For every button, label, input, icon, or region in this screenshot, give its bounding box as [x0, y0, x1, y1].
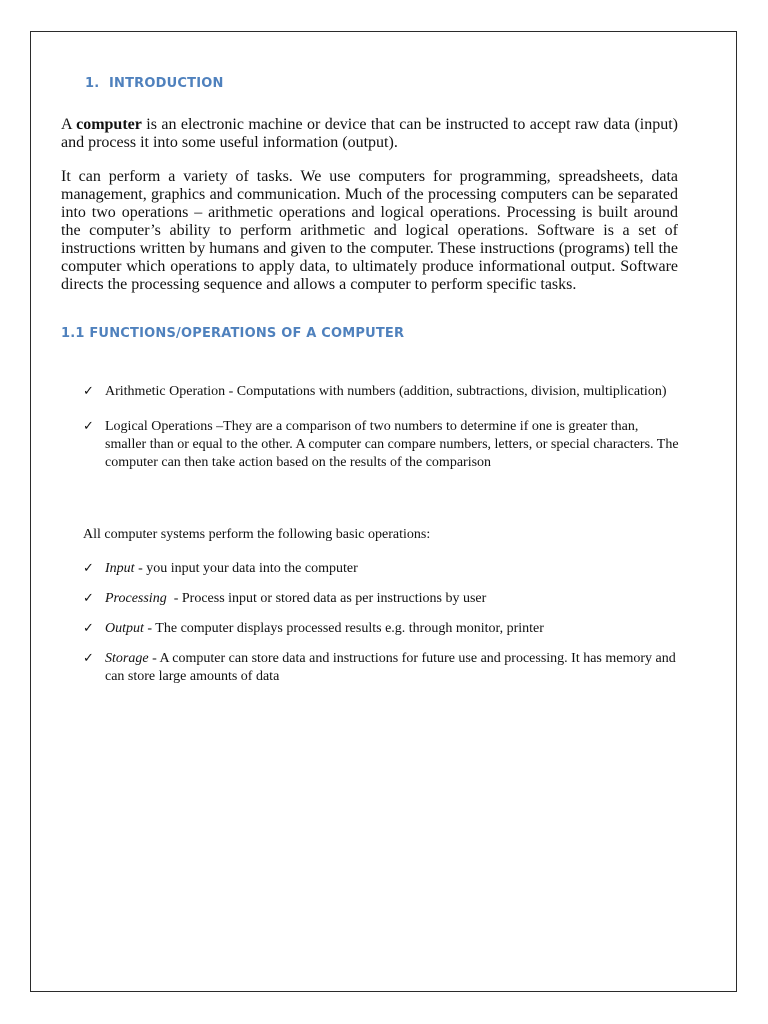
operation-text: Arithmetic Operation - Computations with numbers (addition, subtractions, division, multiplication) — [105, 384, 667, 399]
basic-operations-intro: All computer systems perform the following basic operations: — [83, 527, 431, 542]
list-item — [83, 590, 683, 608]
term-description: - The computer displays processed results e.g. through monitor, printer — [143, 621, 544, 636]
term-computer: computer — [76, 116, 142, 133]
term-description: - you input your data into the computer — [134, 561, 358, 576]
checkmark-icon: ✓ — [83, 384, 94, 399]
intro-paragraph-2: It can perform a variety of tasks. We use computers for programming, spreadsheets, data management, graphics and communication. Much of the processing computers can be separated into two operations – arithmetic operations and logical operations. Processing is built around the computer’s ability to perform arithmetic and logical operations. Software is a set of instructions written by humans and given to the computer. These instructions (programs) tell the computer which operations to apply data, to ultimately produce informational output. Software directs the processing sequence and allows a computer to perform specific tasks. — [61, 168, 678, 293]
term-description: - A computer can store data and instructions for future use and processing. It has memory and can store large amounts of data — [105, 651, 676, 684]
checkmark-icon: ✓ — [83, 561, 94, 576]
operations-list — [83, 383, 683, 472]
term-storage: Storage — [105, 651, 149, 666]
term-output: Output — [105, 621, 144, 636]
list-item — [83, 560, 683, 578]
list-item — [83, 650, 683, 686]
term-input: Input — [105, 561, 135, 576]
checkmark-icon: ✓ — [83, 591, 94, 606]
intro-lead: A — [61, 116, 77, 133]
section-heading-functions: 1.1 FUNCTIONS/OPERATIONS OF A COMPUTER — [61, 326, 405, 341]
intro-rest: is an electronic machine or device that can be instructed to accept raw data (input) and process it into some useful information (output). — [61, 116, 679, 151]
checkmark-icon: ✓ — [83, 621, 94, 636]
list-item — [83, 418, 683, 472]
section-heading-introduction — [85, 76, 224, 91]
checkmark-icon: ✓ — [83, 419, 94, 434]
list-item — [83, 620, 683, 638]
term-description: - Process input or stored data as per instructions by user — [166, 591, 487, 606]
section-title: INTRODUCTION — [109, 76, 224, 91]
list-item — [83, 383, 683, 401]
operation-text: Logical Operations –They are a comparison of two numbers to determine if one is greater than, smaller than or equal to the other. A computer can compare numbers, letters, or special characters. The computer can then take action based on the results of the comparison — [105, 419, 679, 470]
section-number: 1. — [85, 76, 100, 91]
basic-operations-list — [83, 560, 683, 686]
checkmark-icon: ✓ — [83, 651, 94, 666]
intro-paragraph-1 — [61, 116, 678, 152]
term-processing: Processing — [105, 591, 167, 606]
